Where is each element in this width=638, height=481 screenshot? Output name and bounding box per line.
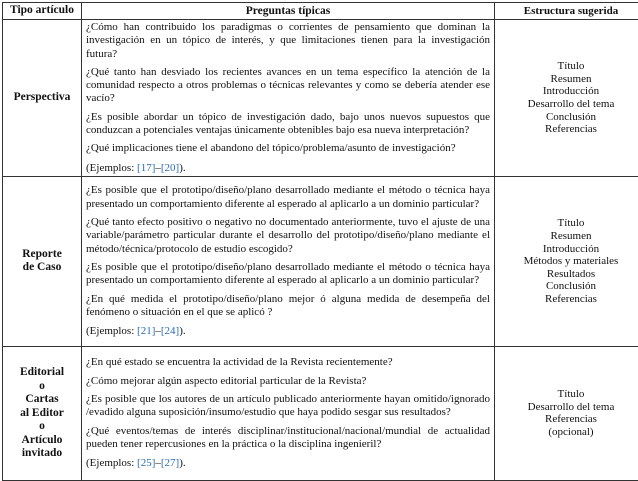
structure-item: Título	[496, 60, 638, 73]
structure-item: Resultados	[496, 268, 638, 281]
examples-line	[86, 457, 490, 470]
header-typical-questions: Preguntas típicas	[82, 3, 495, 20]
question-text: ¿Qué implicaciones tiene el abandono del tópico/problema/asunto de investigación?	[86, 142, 490, 155]
structure-item: Introducción	[496, 243, 638, 256]
table-row	[3, 20, 638, 177]
question-text: ¿Es posible que el prototipo/diseño/plano desarrollado mediante el método o técnica haya presentado un comportamiento diferente al esperado al aplicarlo a un dominio particular?	[86, 261, 490, 288]
examples-separator: –	[155, 162, 161, 174]
structure-cell	[495, 346, 638, 480]
questions-cell	[82, 176, 495, 346]
structure-item: Conclusión	[496, 111, 638, 124]
structure-item: Desarrollo del tema	[496, 401, 638, 414]
structure-cell	[495, 20, 638, 177]
examples-prefix: (Ejemplos:	[86, 325, 137, 337]
article-type-label: Reporte	[4, 248, 80, 262]
table-row	[3, 346, 638, 480]
question-text: ¿Cómo mejorar algún aspecto editorial particular de la Revista?	[86, 375, 490, 388]
examples-separator: –	[155, 325, 161, 337]
question-text: ¿Es posible que los autores de un artículo publicado anteriormente hayan omitido/ignorado /evadido alguna suposición/insumo/estudio que haya podido sesgar sus resultados?	[86, 393, 490, 420]
question-text: ¿En qué medida el prototipo/diseño/plano mejor ó alguna medida de desempeña del fenómeno o situación en el que se aplicó ?	[86, 293, 490, 320]
structure-item: Desarrollo del tema	[496, 98, 638, 111]
article-type-label: o	[4, 380, 80, 394]
header-row	[3, 3, 638, 20]
citation-link[interactable]: [25]	[137, 457, 155, 469]
citation-link[interactable]: [24]	[161, 325, 179, 337]
structure-item: Título	[496, 217, 638, 230]
examples-separator: –	[155, 457, 161, 469]
article-type-label: al Editor	[4, 407, 80, 421]
table-row	[3, 176, 638, 346]
article-type-label: Perspectiva	[4, 91, 80, 105]
examples-line	[86, 162, 490, 175]
article-type-cell	[3, 20, 82, 177]
structure-item: Referencias	[496, 123, 638, 136]
examples-prefix: (Ejemplos:	[86, 162, 137, 174]
article-types-table	[2, 2, 638, 481]
article-type-label: Artículo	[4, 434, 80, 448]
article-type-label: invitado	[4, 447, 80, 461]
structure-item: Referencias	[496, 413, 638, 426]
questions-cell	[82, 346, 495, 480]
header-suggested-structure: Estructura sugerida	[495, 3, 638, 20]
citation-link[interactable]: [17]	[137, 162, 155, 174]
article-type-cell	[3, 176, 82, 346]
citation-link[interactable]: [21]	[137, 325, 155, 337]
question-text: ¿En qué estado se encuentra la actividad de la Revista recientemente?	[86, 356, 490, 369]
structure-item: Conclusión	[496, 280, 638, 293]
structure-item: (opcional)	[496, 426, 638, 439]
structure-item: Métodos y materiales	[496, 255, 638, 268]
examples-prefix: (Ejemplos:	[86, 457, 137, 469]
article-type-label: Cartas	[4, 393, 80, 407]
structure-item: Título	[496, 388, 638, 401]
header-article-type: Tipo artículo	[3, 3, 82, 20]
structure-item: Introducción	[496, 85, 638, 98]
article-type-cell	[3, 346, 82, 480]
examples-line	[86, 325, 490, 338]
examples-suffix: ).	[179, 162, 185, 174]
examples-suffix: ).	[179, 325, 185, 337]
structure-cell	[495, 176, 638, 346]
structure-item: Referencias	[496, 293, 638, 306]
article-type-label: de Caso	[4, 261, 80, 275]
article-type-label: o	[4, 420, 80, 434]
article-type-label: Editorial	[4, 366, 80, 380]
question-text: ¿Qué tanto efecto positivo o negativo no documentado anteriormente, tuvo el ajuste de una variable/parámetro particular durante el desarrollo del prototipo/diseño/plano mediante el método/técnica/protocolo de estudio escogido?	[86, 216, 490, 256]
structure-item: Resumen	[496, 230, 638, 243]
question-text: ¿Cómo han contribuido los paradigmas o corrientes de pensamiento que dominan la investigación en un tópico de interés, y que limitaciones tienen para la investigación futura?	[86, 21, 490, 61]
structure-item: Resumen	[496, 73, 638, 86]
question-text: ¿Es posible que el prototipo/diseño/plano desarrollado mediante el método o técnica haya presentado un comportamiento diferente al esperado al aplicarlo a un dominio particular?	[86, 184, 490, 211]
examples-suffix: ).	[179, 457, 185, 469]
question-text: ¿Es posible abordar un tópico de investigación dado, bajo unos nuevos supuestos que conduzcan a potenciales ventajas únicamente obtenibles bajo esa nueva interpretación?	[86, 111, 490, 138]
question-text: ¿Qué tanto han desviado los recientes avances en un tema específico la atención de la comunidad respecto a otros problemas o técnicas relevantes y como se debería atender ese vacío?	[86, 66, 490, 106]
questions-cell	[82, 20, 495, 177]
citation-link[interactable]: [20]	[161, 162, 179, 174]
question-text: ¿Qué eventos/temas de interés disciplinar/institucional/nacional/mundial de actualidad pueden tener repercusiones en la práctica o la disciplina ingenieril?	[86, 425, 490, 452]
citation-link[interactable]: [27]	[161, 457, 179, 469]
